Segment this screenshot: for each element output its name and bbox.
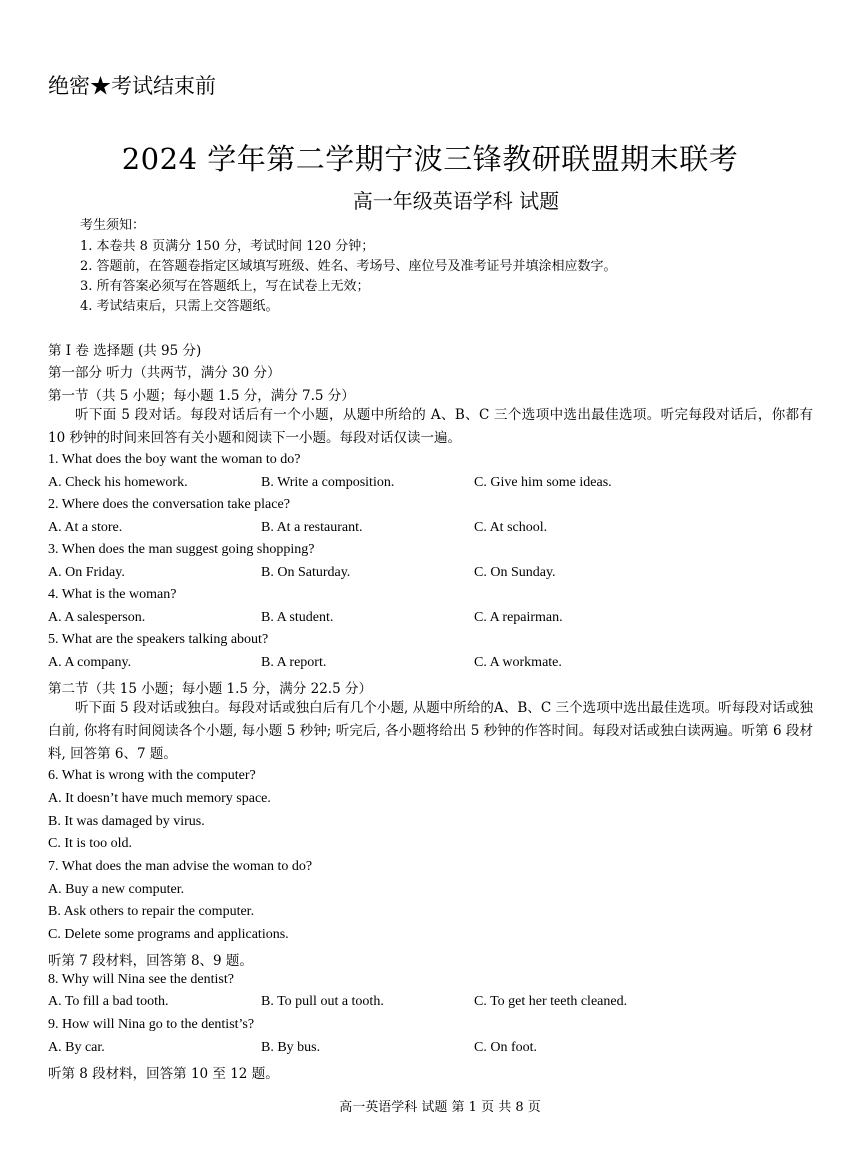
option-a: A. To fill a bad tooth.	[48, 994, 169, 1009]
option-c: C. On Sunday.	[474, 565, 556, 580]
question-stem: 1. What does the boy want the woman to do?	[48, 452, 301, 467]
option-c: C. Delete some programs and applications.	[48, 927, 289, 942]
option-c: C. On foot.	[474, 1040, 537, 1055]
section-heading: 第二节（共 15 小题；每小题 1.5 分，满分 22.5 分）	[48, 681, 372, 697]
option-b: B. Ask others to repair the computer.	[48, 904, 255, 919]
option-a: A. By car.	[48, 1040, 105, 1055]
option-c: C. Give him some ideas.	[474, 475, 612, 490]
option-a: A. A salesperson.	[48, 610, 146, 625]
option-b: B. To pull out a tooth.	[261, 994, 384, 1009]
option-b: B. It was damaged by virus.	[48, 814, 205, 829]
confidential-label: 绝密★考试结束前	[48, 74, 216, 98]
question-stem: 4. What is the woman?	[48, 587, 177, 602]
question-stem: 8. Why will Nina see the dentist?	[48, 972, 234, 987]
option-b: B. On Saturday.	[261, 565, 351, 580]
question-stem: 6. What is wrong with the computer?	[48, 768, 256, 783]
question-stem: 2. Where does the conversation take place?	[48, 497, 290, 512]
material-instruction: 听第 7 段材料，回答第 8、9 题。	[48, 953, 253, 969]
notice-item: 2. 答题前，在答题卷指定区域填写班级、姓名、考场号、座位号及准考证号并填涂相应数字。	[80, 259, 617, 274]
question-stem: 5. What are the speakers talking about?	[48, 632, 269, 647]
page-footer: 高一英语学科 试题 第 1 页 共 8 页	[339, 1100, 541, 1115]
option-a: A. On Friday.	[48, 565, 125, 580]
notice-item: 4. 考试结束后，只需上交答题纸。	[80, 299, 279, 314]
option-c: C. At school.	[474, 520, 548, 535]
option-a: A. It doesn’t have much memory space.	[48, 791, 271, 806]
question-stem: 9. How will Nina go to the dentist’s?	[48, 1017, 255, 1032]
notice-item: 1. 本卷共 8 页满分 150 分，考试时间 120 分钟；	[80, 239, 375, 254]
volume-heading: 第 I 卷 选择题 (共 95 分)	[48, 343, 202, 359]
option-a: A. Check his homework.	[48, 475, 188, 490]
option-c: C. A repairman.	[474, 610, 563, 625]
section-instructions: 听下面 5 段对话。每段对话后有一个小题，从题中所给的 A、B、C 三个选项中选出最佳选项。听完每段对话后，你都有 10 秒钟的时间来回答有关小题和阅读下一小题。每段对话仅读一遍。	[48, 407, 813, 446]
section-heading: 第一节（共 5 小题；每小题 1.5 分，满分 7.5 分）	[48, 388, 355, 404]
option-b: B. Write a composition.	[261, 475, 395, 490]
part-heading: 第一部分 听力（共两节，满分 30 分）	[48, 365, 281, 381]
material-instruction: 听第 8 段材料，回答第 10 至 12 题。	[48, 1066, 279, 1082]
option-b: B. A student.	[261, 610, 334, 625]
page-subtitle: 高一年级英语学科 试题	[352, 189, 560, 213]
option-b: B. By bus.	[261, 1040, 321, 1055]
page-title: 2024 学年第二学期宁波三锋教研联盟期末联考	[121, 142, 739, 176]
option-c: C. To get her teeth cleaned.	[474, 994, 628, 1009]
question-stem: 3. When does the man suggest going shopping?	[48, 542, 315, 557]
option-b: B. At a restaurant.	[261, 520, 363, 535]
section-instructions: 听下面 5 段对话或独白。每段对话或独白后有几个小题, 从题中所给的A、B、C 三个选项中选出最佳选项。听每段对话或独白前, 你将有时间阅读各个小题, 每小题 5 秒钟; 听完后, 各小题将给出 5 秒钟的作答时间。每段对话或独白读两遍。听第 6 段材料, 回答第 6、7 题。	[48, 700, 813, 762]
option-a: A. At a store.	[48, 520, 123, 535]
option-c: C. A workmate.	[474, 655, 562, 670]
option-c: C. It is too old.	[48, 836, 133, 851]
option-a: A. A company.	[48, 655, 132, 670]
notice-heading: 考生须知：	[80, 218, 146, 233]
option-a: A. Buy a new computer.	[48, 882, 185, 897]
option-b: B. A report.	[261, 655, 327, 670]
notice-item: 3. 所有答案必须写在答题纸上，写在试卷上无效；	[80, 279, 370, 294]
question-stem: 7. What does the man advise the woman to do?	[48, 859, 313, 874]
